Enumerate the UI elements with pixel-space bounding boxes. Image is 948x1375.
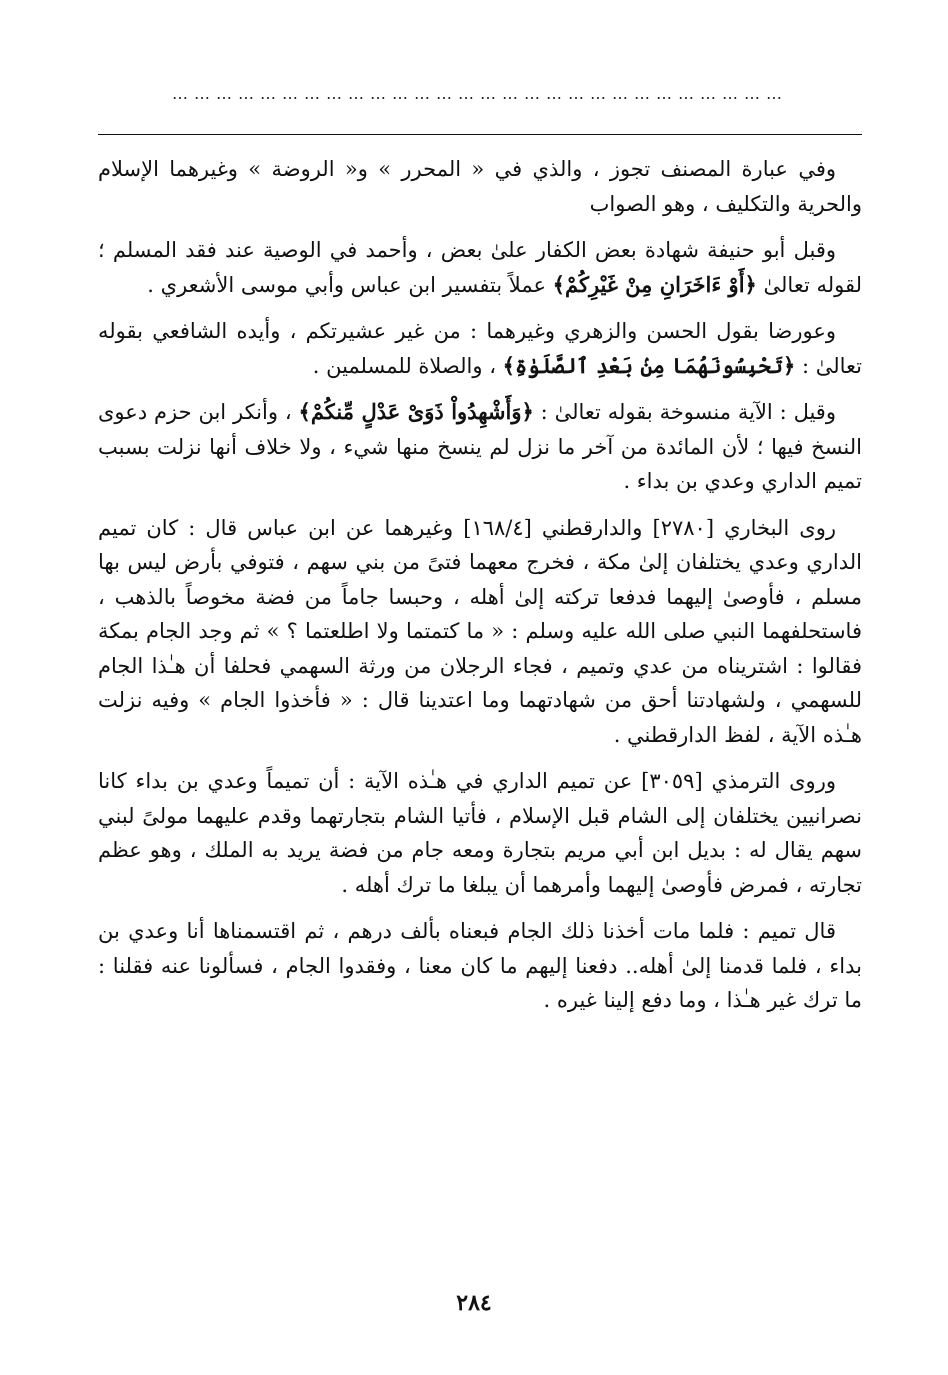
quran-verse: ﴿تَحْبِسُونَهُمَا مِنۢ بَعْدِ ٱلصَّلَوٰةِ﴾ [502,352,796,378]
paragraph-5 [98,511,862,753]
paragraph-text: عملاً بتفسير ابن عباس وأبي موسى الأشعري . [147,272,553,297]
quran-verse: ﴿أَوْ ءَاخَرَانِ مِنْ غَيْرِكُمْ﴾ [552,271,757,297]
header-dotted-rule: ………………………………………………………………………… [172,88,788,100]
quran-verse: ﴿وَأَشْهِدُواْ ذَوَىْ عَدْلٍ مِّنكُمْ﴾ [298,399,534,424]
paragraph-text: ، وأنكر ابن حزم دعوى النسخ فيها ؛ لأن المائدة من آخر ما نزل لم ينسخ منها شيء ، ولا خلاف أنها نزلت بسبب تميم الداري وعدي بن بداء . [98,400,862,493]
header-divider [98,134,862,135]
paragraph-text: قال تميم : فلما مات أخذنا ذلك الجام فبعناه بألف درهم ، ثم اقتسمناها أنا وعدي بن بداء ، فلما قدمنا إلىٰ أهله.. دفعنا إليهم ما كان معنا ، وفقدوا الجام ، فسألونا عنه فقلنا : ما ترك غير هـٰذا ، وما دفع إلينا غيره . [98,919,862,1012]
paragraph-text: وعورضا بقول الحسن والزهري وغيرهما : من غير عشيرتكم ، وأيده الشافعي بقوله تعالىٰ : [98,319,862,378]
paragraph-text: وروى الترمذي [٣٠٥٩] عن تميم الداري في هـٰذه الآية : أن تميماً وعدي بن بداء كانا نصرانيين يختلفان إلى الشام قبل الإسلام ، فأتيا الشام بتجارتهما وقدم عليهما مولىً لبني سهم يقال له : بديل ابن أبي مريم بتجارة ومعه جام من فضة يريد به الملك ، وهو عظم تجارته ، فمرض فأوصىٰ إليهما وأمرهما أن يبلغا ما ترك أهله . [98,769,862,897]
page-number: ٢٨٤ [456,1290,492,1316]
paragraph-3 [98,314,862,383]
paragraph-4 [98,395,862,499]
paragraph-7 [98,914,862,1018]
paragraph-1 [98,152,862,221]
paragraph-text: وقبل أبو حنيفة شهادة بعض الكفار علىٰ بعض ، وأحمد في الوصية عند فقد المسلم ؛ لقوله تعالىٰ [98,238,862,297]
paragraph-text: روى البخاري [٢٧٨٠] والدارقطني [١٦٨/٤] وغيرهما عن ابن عباس قال : كان تميم الداري وعدي يختلفان إلىٰ مكة ، فخرج معهما فتىً من بني سهم ، فتوفي بأرض ليس بها مسلم ، فأوصىٰ إليهما فدفعا تركته إلىٰ أهله ، وحبسا جاماً من فضة مخوصاً بالذهب ، فاستحلفهما النبي صلى الله عليه وسلم : « ما كتمتما ولا اطلعتما ؟ » ثم وجد الجام بمكة فقالوا : اشتريناه من عدي وتميم ، فجاء الرجلان من ورثة السهمي فحلفا أن هـٰذا الجام للسهمي ، ولشهادتنا أحق من شهادتهما وما اعتدينا قال : « فأخذوا الجام » وفيه نزلت هـٰذه الآية ، لفظ الدارقطني . [98,515,862,747]
paragraph-2 [98,233,862,302]
body-text [98,152,862,1030]
paragraph-text: وفي عبارة المصنف تجوز ، والذي في « المحرر » و« الروضة » وغيرهما الإسلام والحرية والتكليف ، وهو الصواب [98,157,862,216]
paragraph-text: وقيل : الآية منسوخة بقوله تعالىٰ : [533,400,836,424]
paragraph-text: ، والصلاة للمسلمين . [312,353,503,378]
paragraph-6 [98,764,862,902]
